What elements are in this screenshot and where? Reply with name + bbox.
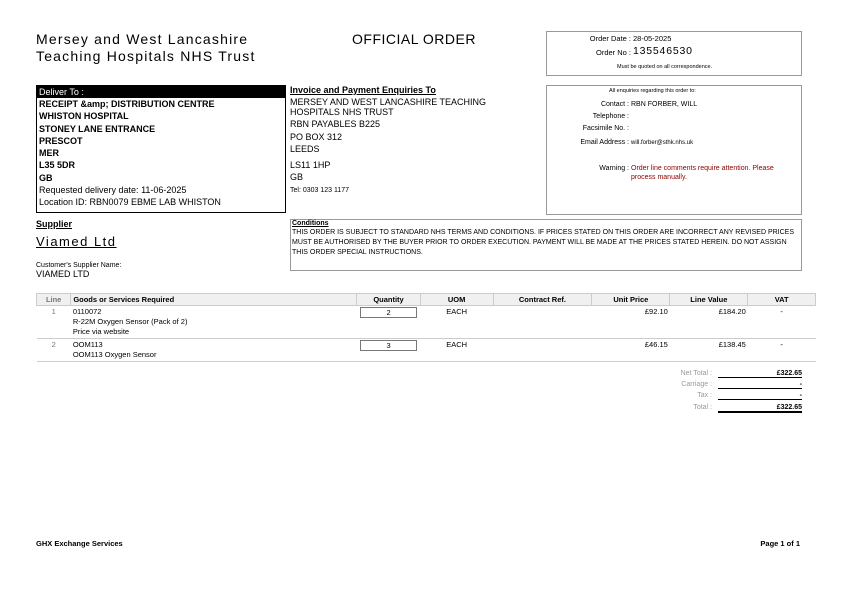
deliver-to-box <box>36 85 286 213</box>
uom-cell: EACH <box>420 306 493 339</box>
line-number: 2 <box>37 339 71 362</box>
item-code: OOM113 <box>72 340 103 349</box>
deliver-line: L35 5DR <box>39 160 76 171</box>
net-total-label: Net Total : <box>680 370 712 377</box>
table-row <box>37 306 816 339</box>
col-header-line-value: Line Value <box>670 294 748 306</box>
footer-page-number: Page 1 of 1 <box>760 539 800 548</box>
uom-cell: EACH <box>420 339 493 362</box>
conditions-text: THIS ORDER IS SUBJECT TO STANDARD NHS TERMS AND CONDITIONS. IF PRICES STATED ON THIS ORDER ARE INCORRECT ANY REVISED PRICES MUST BE AUTHORISED BY THE BUYER PRIOR TO ORDER EXECUTION. PAYMENT WILL BE MADE AT THE PRICES STATED HEREIN. DO NOT ASSIGN THIS ORDER SPECIAL INSTRUCTIONS. <box>292 229 795 256</box>
deliver-line: RECEIPT &amp; DISTRIBUTION CENTRE <box>39 99 215 109</box>
table-row <box>37 339 816 362</box>
contract-ref-cell <box>493 339 592 362</box>
deliver-line: MER <box>39 148 59 159</box>
deliver-line: GB <box>39 172 53 183</box>
tax-label: Tax : <box>697 392 712 399</box>
trust-name-line1: Mersey and West Lancashire <box>36 31 249 47</box>
invoice-line: RBN PAYABLES B225 <box>290 119 381 129</box>
contact-value: RBN FORBER, WILL <box>631 101 698 108</box>
invoice-tel: Tel: 0303 123 1177 <box>290 186 350 194</box>
vat-cell: - <box>748 339 816 362</box>
trust-name-line2: Teaching Hospitals NHS Trust <box>36 48 256 64</box>
email-value: will.forber@sthk.nhs.uk <box>631 140 694 146</box>
carriage-value: - <box>718 381 802 389</box>
col-header-goods: Goods or Services Required <box>71 294 357 306</box>
deliver-line: STONEY LANE ENTRANCE <box>39 123 156 134</box>
line-number: 1 <box>37 306 71 339</box>
invoice-line: GB <box>290 172 304 182</box>
quantity-cell <box>357 306 420 339</box>
warning-text-line2: process manually. <box>631 174 687 181</box>
location-id: Location ID: RBN0079 EBME LAB WHISTON <box>39 197 221 208</box>
item-description: R-22M Oxygen Sensor (Pack of 2) <box>72 317 188 326</box>
order-no-value: 135546530 <box>633 45 693 57</box>
col-header-contract-ref: Contract Ref. <box>493 294 592 306</box>
unit-price-cell: £46.15 <box>592 339 670 362</box>
invoice-line: HOSPITALS NHS TRUST <box>290 106 394 117</box>
order-lines-table <box>36 293 816 362</box>
net-total-value: £322.65 <box>718 370 802 378</box>
trust-name <box>36 31 256 65</box>
col-header-line: Line <box>37 294 71 306</box>
quantity-value: 3 <box>360 340 417 351</box>
invoice-heading: Invoice and Payment Enquiries To <box>290 85 436 95</box>
contact-header: All enquiries regarding this order to: <box>609 88 696 94</box>
line-value-cell: £138.45 <box>670 339 748 362</box>
table-header-row <box>37 294 816 306</box>
line-value-cell: £184.20 <box>670 306 748 339</box>
order-no-label: Order No : <box>595 48 631 57</box>
conditions-heading: Conditions <box>292 220 329 227</box>
order-date-value: 28-05-2025 <box>633 34 672 43</box>
invoice-line: LEEDS <box>290 144 320 154</box>
requested-delivery-date: Requested delivery date: 11-06-2025 <box>39 185 187 196</box>
item-note: Price via website <box>72 327 130 336</box>
document-title: OFFICIAL ORDER <box>352 31 476 47</box>
order-info-box <box>546 31 802 76</box>
col-header-unit-price: Unit Price <box>592 294 670 306</box>
col-header-quantity: Quantity <box>357 294 420 306</box>
deliver-line: WHISTON HOSPITAL <box>39 111 129 122</box>
contract-ref-cell <box>493 306 592 339</box>
order-date-label: Order Date : <box>589 34 631 43</box>
invoice-section <box>290 85 544 213</box>
quantity-cell <box>357 339 420 362</box>
contact-box <box>546 85 802 215</box>
goods-cell <box>71 339 357 362</box>
customer-supplier-name-label: Customer's Supplier Name: <box>36 262 122 269</box>
email-label: Email Address : <box>580 139 629 146</box>
facsimile-label: Facsimile No. : <box>582 125 629 132</box>
goods-cell <box>71 306 357 339</box>
col-header-uom: UOM <box>420 294 493 306</box>
supplier-heading: Supplier <box>36 219 73 229</box>
warning-text-line1: Order line comments require attention. Please <box>631 165 774 172</box>
total-label: Total : <box>693 404 712 411</box>
contact-label: Contact : <box>600 101 629 108</box>
tax-value: - <box>718 392 802 400</box>
customer-supplier-name-value: VIAMED LTD <box>36 269 90 279</box>
deliver-to-heading: Deliver To : <box>37 86 285 98</box>
unit-price-cell: £92.10 <box>592 306 670 339</box>
deliver-line: PRESCOT <box>39 135 83 146</box>
invoice-line: MERSEY AND WEST LANCASHIRE TEACHING <box>290 97 487 107</box>
conditions-box <box>290 219 802 271</box>
invoice-line: PO BOX 312 <box>290 131 343 142</box>
vat-cell: - <box>748 306 816 339</box>
supplier-name: Viamed Ltd <box>36 234 117 249</box>
carriage-label: Carriage : <box>681 381 712 388</box>
item-code: 0110072 <box>72 307 102 316</box>
col-header-vat: VAT <box>748 294 816 306</box>
quantity-value: 2 <box>360 307 417 318</box>
total-value: £322.65 <box>718 404 802 413</box>
invoice-line: LS11 1HP <box>290 159 331 170</box>
item-description: OOM113 Oxygen Sensor <box>72 350 157 359</box>
telephone-label: Telephone : <box>592 113 629 120</box>
footer-provider: GHX Exchange Services <box>36 539 123 548</box>
order-no-note: Must be quoted on all correspondence. <box>617 64 713 70</box>
warning-label: Warning : <box>599 165 629 172</box>
